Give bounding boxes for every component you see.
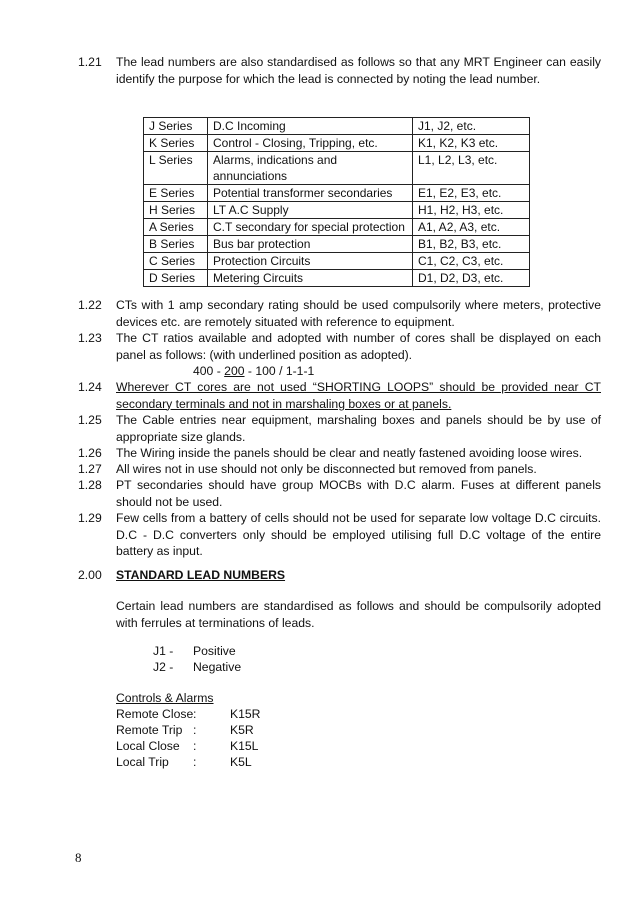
lead-label-j1: Positive bbox=[193, 644, 236, 658]
lead-label-j2: Negative bbox=[193, 660, 242, 674]
ct-ratio-end: - 100 / 1-1-1 bbox=[244, 364, 315, 378]
table-row bbox=[144, 219, 530, 236]
clause-text: The CT ratios available and adopted with number of cores shall be displayed on each panel as follows: (with underlined position as adopted). bbox=[116, 331, 601, 362]
section-number: 2.00 bbox=[78, 568, 102, 582]
clause-text: The Wiring inside the panels should be clear and neatly fastened avoiding loose wires. bbox=[116, 446, 583, 460]
clause-number: 1.26 bbox=[78, 446, 102, 460]
control-separator: : bbox=[193, 739, 197, 753]
section-heading: STANDARD LEAD NUMBERS bbox=[116, 568, 286, 582]
series-cell: D Series bbox=[144, 270, 208, 287]
table-row bbox=[144, 253, 530, 270]
control-value: K15R bbox=[230, 707, 261, 721]
table-row bbox=[144, 135, 530, 152]
purpose-cell: Alarms, indications and annunciations bbox=[208, 152, 413, 185]
lead-series-table bbox=[143, 117, 530, 287]
lead-numbers-cell: H1, H2, H3, etc. bbox=[413, 202, 530, 219]
ct-ratio-adopted: 200 bbox=[224, 364, 245, 378]
lead-numbers-cell: D1, D2, D3, etc. bbox=[413, 270, 530, 287]
purpose-cell: Control - Closing, Tripping, etc. bbox=[208, 135, 413, 152]
clause-number: 1.25 bbox=[78, 413, 102, 427]
clause-1-26 bbox=[78, 445, 601, 462]
series-cell: L Series bbox=[144, 152, 208, 185]
purpose-cell: Metering Circuits bbox=[208, 270, 413, 287]
control-separator: : bbox=[193, 723, 197, 737]
series-cell: J Series bbox=[144, 118, 208, 135]
clause-text: PT secondaries should have group MOCBs with D.C alarm. Fuses at different panels should not be used. bbox=[116, 478, 601, 509]
table-row bbox=[144, 185, 530, 202]
control-separator: : bbox=[193, 755, 197, 769]
series-cell: B Series bbox=[144, 236, 208, 253]
purpose-cell: Protection Circuits bbox=[208, 253, 413, 270]
lead-numbers-cell: A1, A2, A3, etc. bbox=[413, 219, 530, 236]
series-cell: E Series bbox=[144, 185, 208, 202]
ct-ratio-start: 400 - bbox=[193, 364, 225, 378]
clause-1-23 bbox=[78, 330, 601, 363]
lead-code-j2: J2 - bbox=[153, 660, 174, 674]
clause-text: Wherever CT cores are not used “SHORTING LOOPS” should be provided near CT secondary terminals and not in marshaling boxes or at panels. bbox=[116, 380, 601, 411]
series-cell: C Series bbox=[144, 253, 208, 270]
ct-ratio-line bbox=[193, 363, 314, 380]
clause-text: CTs with 1 amp secondary rating should be used compulsorily where meters, protective devices etc. are remotely situated with reference to equipment. bbox=[116, 298, 601, 329]
clause-number: 1.29 bbox=[78, 511, 102, 525]
section-text: Certain lead numbers are standardised as follows and should be compulsorily adopted with ferrules at terminations of leads. bbox=[116, 599, 601, 630]
section-2-00 bbox=[78, 567, 601, 584]
lead-numbers-cell: K1, K2, K3 etc. bbox=[413, 135, 530, 152]
control-separator: : bbox=[193, 707, 197, 721]
control-name: Remote Trip bbox=[116, 723, 183, 737]
clause-1-28 bbox=[78, 477, 601, 510]
purpose-cell: LT A.C Supply bbox=[208, 202, 413, 219]
lead-numbers-cell: B1, B2, B3, etc. bbox=[413, 236, 530, 253]
clause-text: All wires not in use should not only be disconnected but removed from panels. bbox=[116, 462, 537, 476]
control-value: K5L bbox=[230, 755, 252, 769]
lead-numbers-cell: C1, C2, C3, etc. bbox=[413, 253, 530, 270]
clause-number: 1.28 bbox=[78, 478, 102, 492]
control-name: Remote Close bbox=[116, 707, 194, 721]
control-name: Local Close bbox=[116, 739, 180, 753]
purpose-cell: Bus bar protection bbox=[208, 236, 413, 253]
purpose-cell: C.T secondary for special protection bbox=[208, 219, 413, 236]
clause-text: The lead numbers are also standardised as follows so that any MRT Engineer can easily identify the purpose for which the lead is connected by noting the lead number. bbox=[116, 55, 601, 86]
lead-code-j1: J1 - bbox=[153, 644, 174, 658]
lead-numbers-cell: J1, J2, etc. bbox=[413, 118, 530, 135]
table-row bbox=[144, 118, 530, 135]
clause-number: 1.21 bbox=[78, 55, 102, 69]
clause-number: 1.23 bbox=[78, 331, 102, 345]
table-row bbox=[144, 152, 530, 185]
lead-numbers-cell: L1, L2, L3, etc. bbox=[413, 152, 530, 185]
clause-number: 1.24 bbox=[78, 380, 102, 394]
control-value: K15L bbox=[230, 739, 259, 753]
clause-1-27 bbox=[78, 461, 601, 478]
clause-1-24 bbox=[78, 379, 601, 412]
series-cell: H Series bbox=[144, 202, 208, 219]
table-row bbox=[144, 202, 530, 219]
clause-1-22 bbox=[78, 297, 601, 330]
page-number: 8 bbox=[75, 850, 82, 865]
clause-1-29 bbox=[78, 510, 601, 560]
clause-number: 1.27 bbox=[78, 462, 102, 476]
clause-text: Few cells from a battery of cells should not be used for separate low voltage D.C circuits. D.C - D.C converters only should be employed utilising full D.C voltage of the entire battery as input. bbox=[116, 511, 601, 558]
section-2-00-body bbox=[78, 598, 601, 631]
controls-heading: Controls & Alarms bbox=[116, 691, 214, 705]
table-row bbox=[144, 236, 530, 253]
control-name: Local Trip bbox=[116, 755, 169, 769]
table-row bbox=[144, 270, 530, 287]
clause-number: 1.22 bbox=[78, 298, 102, 312]
purpose-cell: Potential transformer secondaries bbox=[208, 185, 413, 202]
clause-text: The Cable entries near equipment, marshaling boxes and panels should be by use of appropriate size glands. bbox=[116, 413, 601, 444]
clause-1-21 bbox=[78, 54, 601, 87]
clause-1-25 bbox=[78, 412, 601, 445]
purpose-cell: D.C Incoming bbox=[208, 118, 413, 135]
series-cell: K Series bbox=[144, 135, 208, 152]
lead-numbers-cell: E1, E2, E3, etc. bbox=[413, 185, 530, 202]
control-value: K5R bbox=[230, 723, 254, 737]
series-cell: A Series bbox=[144, 219, 208, 236]
